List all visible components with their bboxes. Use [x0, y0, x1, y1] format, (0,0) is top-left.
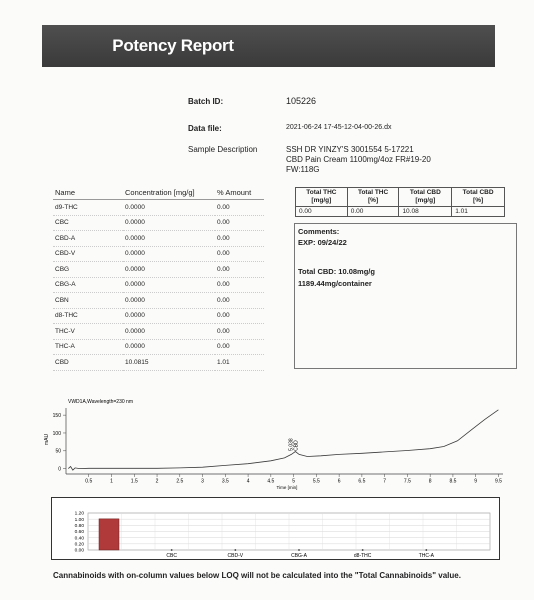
total-cbd-comment: Total CBD: 10.08mg/g — [298, 267, 375, 276]
cannabinoid-conc-cell: 0.0000 — [123, 308, 215, 324]
x-tick-label: 6.5 — [358, 478, 366, 485]
cannabinoid-name-cell: CBN — [53, 293, 123, 309]
bar-x-tick-label: d8-THC — [353, 553, 372, 559]
comments-title: Comments: — [298, 227, 340, 236]
cannabinoid-pct-cell: 0.00 — [215, 215, 264, 231]
cannabinoid-conc-cell: 0.0000 — [123, 339, 215, 355]
cannabinoid-name-cell: CBD-A — [53, 231, 123, 247]
x-tick-label: 7.5 — [403, 478, 411, 485]
cannabinoid-conc-cell: 0.0000 — [123, 246, 215, 262]
bar-y-tick-label: 0.60 — [74, 530, 84, 536]
x-tick-label: 4 — [246, 478, 250, 485]
batch-id-value: 105226 — [286, 96, 317, 106]
x-tick-label: 3.5 — [221, 478, 229, 485]
column-header-concentration: Concentration [mg/g] — [123, 188, 215, 200]
cannabinoid-conc-cell: 0.0000 — [123, 262, 215, 278]
sample-line-2: CBD Pain Cream 1100mg/4oz FR#19-20 — [286, 155, 431, 164]
x-tick-label: 1.5 — [130, 478, 138, 485]
x-tick-label: 5.5 — [312, 478, 320, 485]
batch-id-label: Batch ID: — [188, 97, 224, 106]
cannabinoid-name-cell: d8-THC — [53, 308, 123, 324]
cannabinoid-conc-cell: 0.0000 — [123, 200, 215, 216]
bar-y-tick-label: 0.20 — [74, 542, 84, 548]
peak-label: CBD — [293, 440, 300, 451]
cannabinoid-pct-cell: 0.00 — [215, 308, 264, 324]
cannabinoid-pct-cell: 0.00 — [215, 277, 264, 293]
y-tick-label: 100 — [52, 430, 61, 437]
bar-zero-marker — [362, 549, 364, 551]
cannabinoid-pct-cell: 0.00 — [215, 324, 264, 340]
x-tick-label: 8.5 — [449, 478, 457, 485]
x-tick-label: 8 — [428, 478, 432, 485]
x-tick-label: 9.5 — [494, 478, 502, 485]
sample-line-3: FW:118G — [286, 165, 320, 174]
cannabinoid-pct-cell: 0.00 — [215, 231, 264, 247]
sample-description-label: Sample Description — [188, 145, 258, 154]
bar-zero-marker — [425, 549, 427, 551]
bar-x-tick-label: CBG-A — [291, 553, 307, 559]
x-tick-label: 3 — [201, 478, 204, 485]
cannabinoid-conc-cell: 0.0000 — [123, 293, 215, 309]
cannabinoid-conc-cell: 0.0000 — [123, 324, 215, 340]
cannabinoid-pct-cell: 0.00 — [215, 246, 264, 262]
cannabinoid-pct-cell: 0.00 — [215, 262, 264, 278]
column-header-name: Name — [53, 188, 123, 200]
page-title: Potency Report — [112, 36, 234, 55]
x-tick-label: 0.5 — [85, 478, 93, 485]
total-cbd-pct-value: 1.01 — [452, 207, 505, 217]
total-cbd-mg-value: 10.08 — [399, 207, 452, 217]
y-tick-label: 50 — [55, 448, 61, 455]
y-tick-label: 150 — [52, 412, 61, 419]
x-tick-label: 2.5 — [176, 478, 184, 485]
sample-line-1: SSH DR YINZY'S 3001554 5-17221 — [286, 145, 414, 154]
data-file-label: Data file: — [188, 124, 222, 133]
cannabinoid-conc-cell: 10.0815 — [123, 355, 215, 371]
y-tick-label: 0 — [58, 466, 61, 473]
cannabinoid-name-cell: THC-A — [53, 339, 123, 355]
cannabinoid-name-cell: CBD — [53, 355, 123, 371]
x-tick-label: 6 — [337, 478, 341, 485]
cannabinoid-name-cell: CBG-A — [53, 277, 123, 293]
cannabinoid-conc-cell: 0.0000 — [123, 215, 215, 231]
per-container-comment: 1189.44mg/container — [298, 279, 372, 288]
totals-header: Total THC [mg/g] — [296, 188, 348, 207]
cannabinoid-name-cell: THC-V — [53, 324, 123, 340]
x-tick-label: 7 — [383, 478, 387, 485]
totals-header: Total CBD [mg/g] — [399, 188, 452, 207]
data-file-value: 2021-06-24 17-45-12-04-00-26.dx — [286, 124, 392, 131]
x-tick-label: 2 — [155, 478, 159, 485]
bar-x-tick-label: THC-A — [418, 553, 434, 559]
bar-y-tick-label: 0.40 — [74, 536, 84, 542]
totals-header: Total CBD [%] — [452, 188, 505, 207]
loq-footnote: Cannabinoids with on-column values below LOQ will not be calculated into the "Total Cannabinoids" value. — [53, 571, 461, 580]
cannabinoid-name-cell: d9-THC — [53, 200, 123, 216]
cannabinoid-pct-cell: 1.01 — [215, 355, 264, 371]
bar-cbd — [99, 519, 119, 550]
peak-label: 5.038 — [288, 438, 295, 451]
total-thc-mg-value: 0.00 — [296, 207, 348, 217]
totals-header: Total THC [%] — [347, 188, 399, 207]
total-thc-pct-value: 0.00 — [347, 207, 399, 217]
x-axis-label: Time [min] — [276, 485, 298, 490]
bar-y-tick-label: 0.80 — [74, 524, 84, 530]
bar-y-tick-label: 1.20 — [74, 511, 84, 517]
column-header-percent: % Amount — [215, 188, 264, 200]
cannabinoid-name-cell: CBD-V — [53, 246, 123, 262]
x-tick-label: 4.5 — [267, 478, 275, 485]
bar-y-tick-label: 1.00 — [74, 517, 84, 523]
chart-title: VWD1A,Wavelength=230 nm — [68, 399, 133, 405]
x-tick-label: 5 — [292, 478, 295, 485]
bar-zero-marker — [171, 549, 173, 551]
bar-zero-marker — [298, 549, 300, 551]
bar-y-tick-label: 0.00 — [74, 548, 84, 554]
x-tick-label: 1 — [110, 478, 113, 485]
y-axis-label: mAU — [44, 433, 50, 445]
cannabinoid-pct-cell: 0.00 — [215, 339, 264, 355]
cannabinoid-name-cell: CBG — [53, 262, 123, 278]
cannabinoid-pct-cell: 0.00 — [215, 200, 264, 216]
x-tick-label: 9 — [474, 478, 478, 485]
cannabinoid-name-cell: CBC — [53, 215, 123, 231]
expiration-date: EXP: 09/24/22 — [298, 238, 347, 247]
bar-x-tick-label: CBC — [166, 553, 177, 559]
bar-x-tick-label: CBD-V — [227, 553, 244, 559]
cannabinoid-conc-cell: 0.0000 — [123, 231, 215, 247]
bar-zero-marker — [234, 549, 236, 551]
cannabinoid-pct-cell: 0.00 — [215, 293, 264, 309]
cannabinoid-conc-cell: 0.0000 — [123, 277, 215, 293]
